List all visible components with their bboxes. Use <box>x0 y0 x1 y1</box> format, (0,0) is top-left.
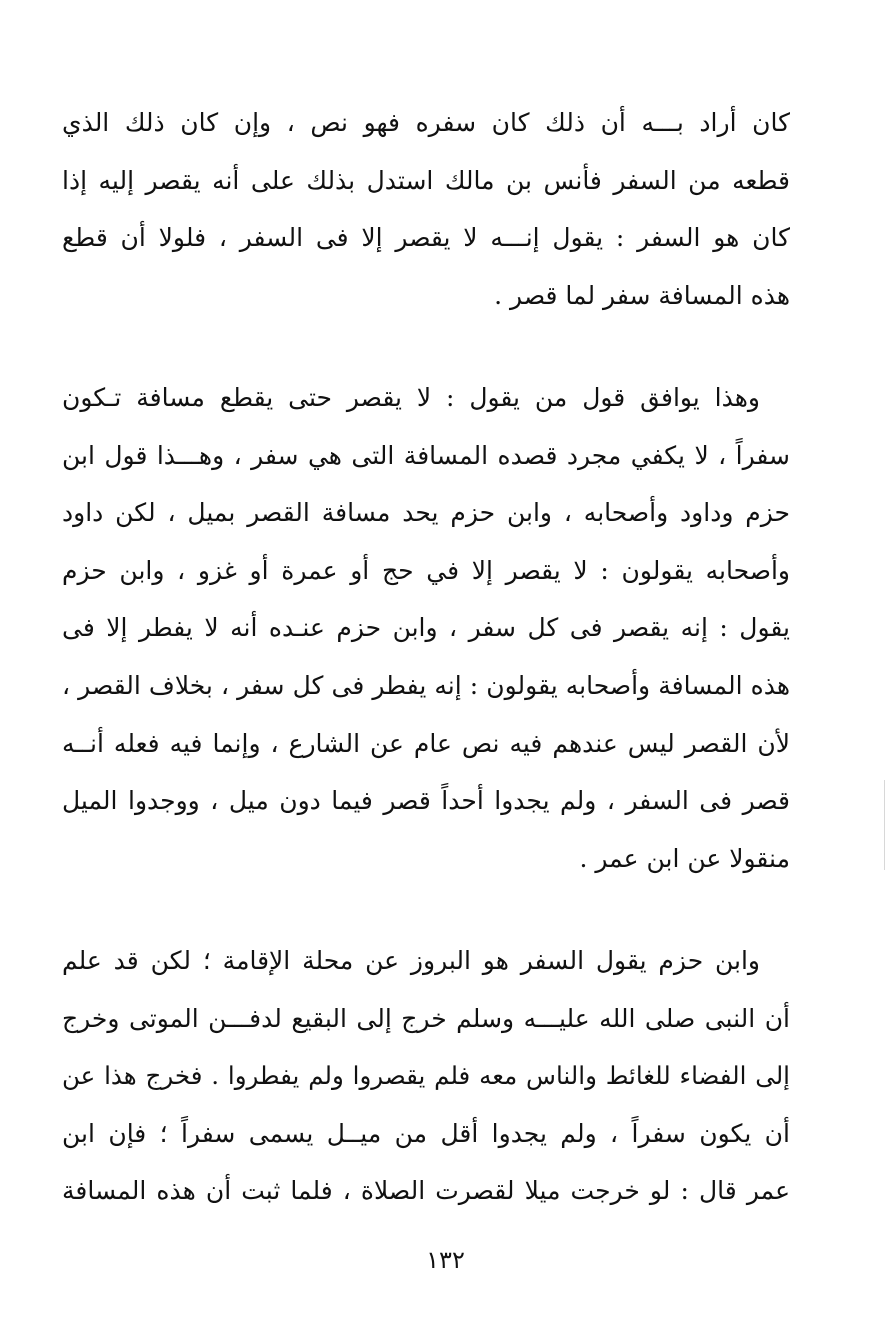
text-line: أن النبى صلى الله عليـــه وسلم خرج إلى البقيع لدفـــن الموتى وخرج <box>62 1003 790 1033</box>
text-line: وابن حزم يقول السفر هو البروز عن محلة الإقامة ؛ لكن قد علم <box>62 946 760 975</box>
text-line: هذه المسافة سفر لما قصر . <box>494 280 790 310</box>
text-line: كان أراد بـــه أن ذلك كان سفره فهو نص ، وإن كان ذلك الذي <box>62 108 790 137</box>
text-line: قطعه من السفر فأنس بن مالك استدل بذلك على أنه يقصر إليه إذا <box>62 165 790 195</box>
text-line: حزم وداود وأصحابه ، وابن حزم يحد مسافة القصر بميل ، لكن داود <box>62 498 790 528</box>
scan-edge-mark <box>884 780 885 870</box>
text-line: منقولا عن ابن عمر . <box>579 843 790 873</box>
text-line: هذه المسافة وأصحابه يقولون : إنه يفطر فى كل سفر ، بخلاف القصر ، <box>62 670 790 700</box>
text-line: سفراً ، لا يكفي مجرد قصده المسافة التى هي سفر ، وهـــذا قول ابن <box>62 440 790 470</box>
paragraph-1 <box>62 94 790 324</box>
text-line: لأن القصر ليس عندهم فيه نص عام عن الشارع ، وإنما فيه فعله أنــه <box>62 728 790 758</box>
text-line: وهذا يوافق قول من يقول : لا يقصر حتى يقطع مسافة تـكون <box>62 383 760 412</box>
page-number: ١٣٢ <box>426 1246 465 1274</box>
text-line: قصر فى السفر ، ولم يجدوا أحداً قصر فيما دون ميل ، ووجدوا الميل <box>62 786 790 816</box>
paragraph-3 <box>62 932 790 1220</box>
paragraph-2 <box>62 369 790 887</box>
text-line: يقول : إنه يقصر فى كل سفر ، وابن حزم عنـده أنه لا يفطر إلا فى <box>62 613 790 643</box>
text-line: إلى الفضاء للغائط والناس معه فلم يقصروا ولم يفطروا . فخرج هذا عن <box>62 1061 790 1091</box>
text-line: كان هو السفر : يقول إنـــه لا يقصر إلا فى السفر ، فلولا أن قطع <box>62 223 790 253</box>
text-line: عمر قال : لو خرجت ميلا لقصرت الصلاة ، فلما ثبت أن هذه المسافة <box>62 1176 790 1206</box>
text-line: أن يكون سفراً ، ولم يجدوا أقل من ميــل يسمى سفراً ؛ فإن ابن <box>62 1118 790 1148</box>
text-line: وأصحابه يقولون : لا يقصر إلا في حج أو عمرة أو غزو ، وابن حزم <box>62 555 790 585</box>
